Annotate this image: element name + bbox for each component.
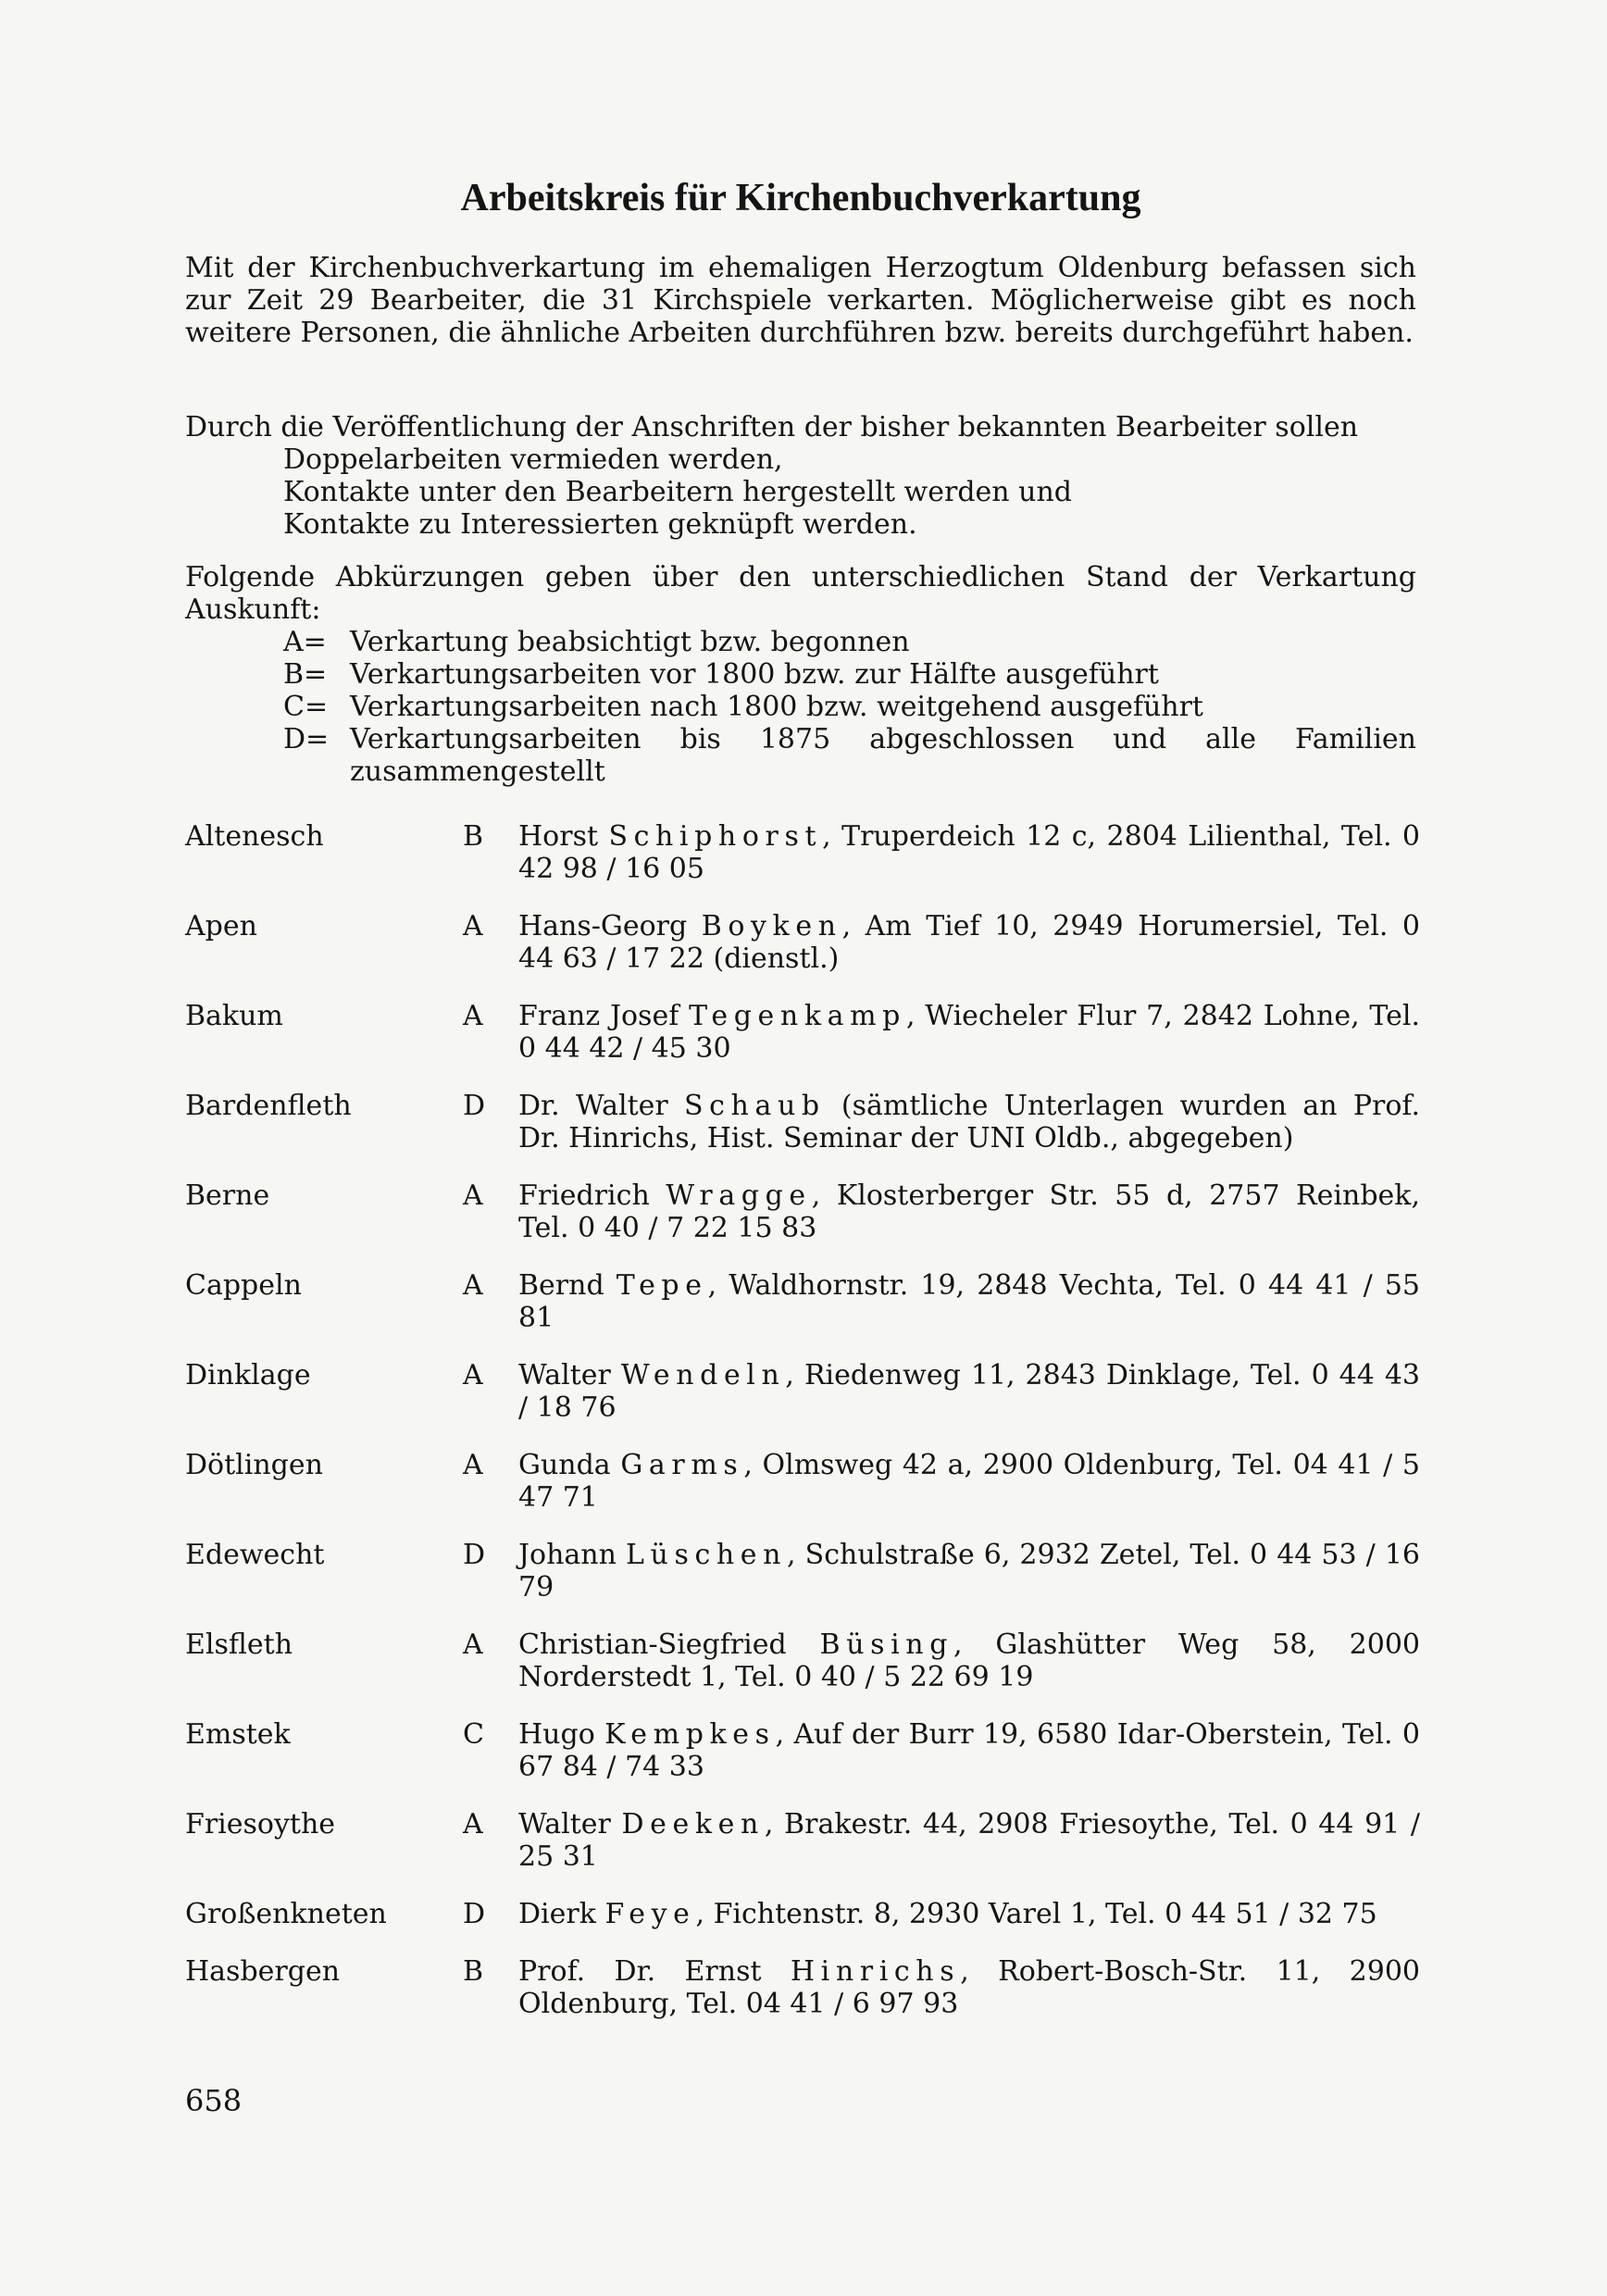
intro-paragraph: Mit der Kirchenbuchverkartung im ehemaligen Herzogtum Oldenburg befassen sich zur Zeit 29 Bearbeiter, die 31 Kirchspiele verkarten. Möglicherweise gibt es noch weitere Personen, die ähnliche Arbeiten durchführen bzw. bereits durchgeführt haben. — [185, 252, 1416, 349]
address-entry — [185, 1718, 1420, 1808]
contact-surname: Schaub — [684, 1090, 826, 1122]
address-entry — [185, 910, 1420, 1000]
contact-address — [518, 1359, 1420, 1449]
address-entry — [185, 1539, 1420, 1628]
purpose-section — [185, 411, 1416, 541]
address-entry — [185, 1628, 1420, 1718]
contact-address — [518, 1718, 1420, 1808]
purpose-item: Doppelarbeiten vermieden werden, — [283, 443, 783, 476]
status-code: D — [463, 1539, 486, 1571]
status-code: D — [463, 1898, 486, 1930]
status-code: C — [463, 1718, 484, 1751]
status-code: A — [463, 1628, 483, 1661]
address-entry — [185, 1955, 1420, 2045]
contact-surname: Büsing — [819, 1628, 954, 1661]
address-entry — [185, 1898, 1420, 1955]
contact-address — [518, 1539, 1420, 1628]
contact-surname: Garms — [620, 1449, 744, 1481]
contact-first-name: Walter — [518, 1808, 622, 1841]
legend-key: A= — [283, 626, 327, 658]
legend-text: Verkartungsarbeiten bis 1875 abgeschlossen und alle Familien zusammengestellt — [350, 723, 1416, 788]
legend-item — [185, 723, 1416, 788]
status-code: A — [463, 1359, 483, 1391]
parish-name: Emstek — [185, 1718, 291, 1751]
legend-key: D= — [283, 723, 330, 755]
parish-name: Dinklage — [185, 1359, 311, 1391]
contact-address — [518, 820, 1420, 910]
contact-address — [518, 1449, 1420, 1539]
contact-address — [518, 1808, 1420, 1898]
contact-address — [518, 910, 1420, 1000]
contact-first-name: Franz Josef — [518, 1000, 690, 1032]
contact-details: , Waldhornstr. 19, 2848 Vechta, Tel. 0 44 41 / 55 81 — [518, 1269, 1420, 1334]
address-list — [185, 820, 1420, 2045]
parish-name: Apen — [185, 910, 257, 942]
status-code: B — [463, 1955, 484, 1988]
parish-name: Bakum — [185, 1000, 283, 1032]
status-code: B — [463, 820, 484, 853]
contact-details: , Auf der Burr 19, 6580 Idar-Oberstein, Tel. 0 67 84 / 74 33 — [518, 1718, 1420, 1783]
contact-first-name: Walter — [518, 1359, 621, 1391]
contact-details: , Robert-Bosch-Str. 11, 2900 Oldenburg, Tel. 04 41 / 6 97 93 — [518, 1955, 1420, 2020]
legend-lead: Folgende Abkürzungen geben über den unterschiedlichen Stand der Verkartung Auskunft: — [185, 561, 1416, 626]
status-code: D — [463, 1090, 486, 1122]
purpose-item: Kontakte zu Interessierten geknüpft werden. — [283, 508, 917, 541]
parish-name: Hasbergen — [185, 1955, 341, 1988]
contact-first-name: Bernd — [518, 1269, 617, 1302]
contact-details: , Klosterberger Str. 55 d, 2757 Reinbek, Tel. 0 40 / 7 22 15 83 — [518, 1179, 1420, 1244]
contact-first-name: Dr. Walter — [518, 1090, 684, 1122]
contact-first-name: Hugo — [518, 1718, 605, 1751]
parish-name: Elsfleth — [185, 1628, 293, 1661]
contact-details: , Brakestr. 44, 2908 Friesoythe, Tel. 0 44 91 / 25 31 — [518, 1808, 1420, 1873]
contact-address — [518, 1000, 1420, 1090]
status-code: A — [463, 1449, 483, 1481]
contact-surname: Hinrichs — [790, 1955, 961, 1988]
contact-surname: Lüschen — [626, 1539, 788, 1571]
contact-surname: Tepe — [616, 1269, 708, 1302]
parish-name: Cappeln — [185, 1269, 302, 1302]
contact-details: , Fichtenstr. 8, 2930 Varel 1, Tel. 0 44 51 / 32 75 — [695, 1898, 1377, 1930]
parish-name: Großenkneten — [185, 1898, 387, 1930]
legend-item — [185, 626, 1416, 658]
contact-address — [518, 1898, 1420, 1955]
contact-details: (sämtliche Unterlagen wurden an Prof. Dr. Hinrichs, Hist. Seminar der UNI Oldb., abgegeben) — [518, 1090, 1420, 1154]
contact-address — [518, 1269, 1420, 1359]
contact-details: , Olmsweg 42 a, 2900 Oldenburg, Tel. 04 41 / 5 47 71 — [518, 1449, 1420, 1514]
contact-address — [518, 1955, 1420, 2045]
parish-name: Friesoythe — [185, 1808, 336, 1841]
contact-surname: Deeken — [621, 1808, 765, 1841]
contact-first-name: Hans-Georg — [518, 910, 702, 942]
legend-item — [185, 658, 1416, 691]
contact-details: , Truperdeich 12 c, 2804 Lilienthal, Tel. 0 42 98 / 16 05 — [518, 820, 1420, 885]
contact-address — [518, 1090, 1420, 1179]
status-code: A — [463, 1808, 483, 1841]
page-number: 658 — [185, 2083, 243, 2118]
legend-key: C= — [283, 691, 329, 723]
contact-details: , Riedenweg 11, 2843 Dinklage, Tel. 0 44 43 / 18 76 — [518, 1359, 1421, 1424]
purpose-item: Kontakte unter den Bearbeitern hergestellt werden und — [283, 476, 1072, 508]
address-entry — [185, 820, 1420, 910]
legend-text: Verkartung beabsichtigt bzw. begonnen — [350, 626, 910, 658]
contact-first-name: Horst — [518, 820, 609, 853]
contact-first-name: Prof. Dr. Ernst — [518, 1955, 791, 1988]
parish-name: Dötlingen — [185, 1449, 323, 1481]
address-entry — [185, 1359, 1420, 1449]
legend-item — [185, 691, 1416, 723]
contact-surname: Feye — [604, 1898, 696, 1930]
page-title: Arbeitskreis für Kirchenbuchverkartung — [460, 177, 1141, 219]
contact-first-name: Friedrich — [518, 1179, 666, 1212]
parish-name: Altenesch — [185, 820, 324, 853]
address-entry — [185, 1269, 1420, 1359]
status-code: A — [463, 910, 483, 942]
contact-surname: Kempkes — [604, 1718, 776, 1751]
contact-first-name: Christian-Siegfried — [518, 1628, 820, 1661]
contact-surname: Wragge — [666, 1179, 812, 1212]
status-code: A — [463, 1269, 483, 1302]
contact-first-name: Dierk — [518, 1898, 605, 1930]
contact-first-name: Johann — [518, 1539, 626, 1571]
parish-name: Bardenfleth — [185, 1090, 352, 1122]
contact-surname: Schiphorst — [608, 820, 823, 853]
legend-text: Verkartungsarbeiten nach 1800 bzw. weitgehend ausgeführt — [350, 691, 1203, 723]
parish-name: Edewecht — [185, 1539, 325, 1571]
status-code: A — [463, 1000, 483, 1032]
contact-surname: Boyken — [701, 910, 842, 942]
status-code: A — [463, 1179, 483, 1212]
contact-details: , Schulstraße 6, 2932 Zetel, Tel. 0 44 53 / 16 79 — [518, 1539, 1420, 1603]
address-entry — [185, 1090, 1420, 1179]
legend-key: B= — [283, 658, 328, 691]
contact-details: , Glashütter Weg 58, 2000 Norderstedt 1, Tel. 0 40 / 5 22 69 19 — [518, 1628, 1420, 1693]
contact-address — [518, 1179, 1420, 1269]
contact-surname: Tegenkamp — [689, 1000, 906, 1032]
contact-details: , Am Tief 10, 2949 Horumersiel, Tel. 0 44 63 / 17 22 (dienstl.) — [518, 910, 1420, 975]
address-entry — [185, 1000, 1420, 1090]
contact-address — [518, 1628, 1420, 1718]
contact-details: , Wiecheler Flur 7, 2842 Lohne, Tel. 0 44 42 / 45 30 — [518, 1000, 1420, 1065]
address-entry — [185, 1179, 1420, 1269]
purpose-lead: Durch die Veröffentlichung der Anschriften der bisher bekannten Bearbeiter sollen — [185, 411, 1359, 443]
legend-section — [185, 561, 1416, 788]
contact-surname: Wendeln — [620, 1359, 786, 1391]
contact-first-name: Gunda — [518, 1449, 621, 1481]
address-entry — [185, 1449, 1420, 1539]
legend-text: Verkartungsarbeiten vor 1800 bzw. zur Hälfte ausgeführt — [350, 658, 1159, 691]
address-entry — [185, 1808, 1420, 1898]
parish-name: Berne — [185, 1179, 270, 1212]
